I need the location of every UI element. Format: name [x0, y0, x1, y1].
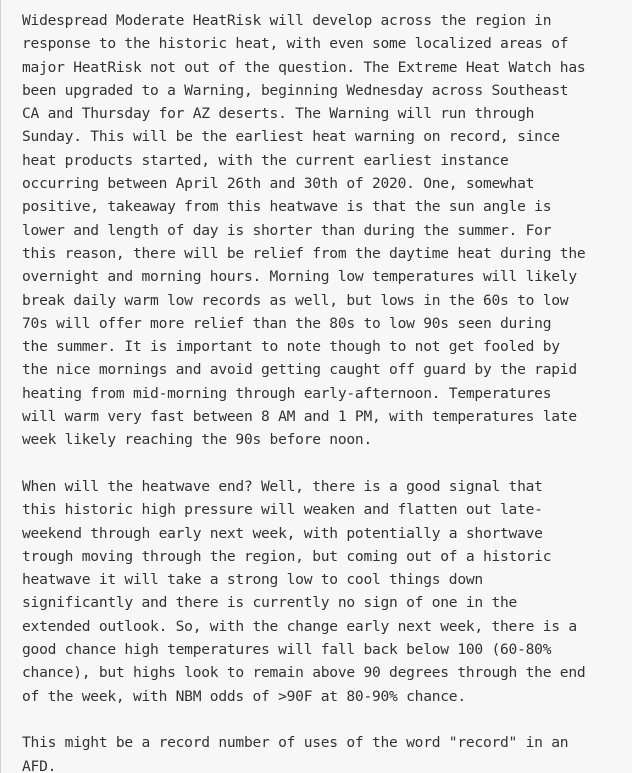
afd-text-line: this historic high pressure will weaken and flatten out late- [22, 501, 543, 519]
afd-text-line: When will the heatwave end? Well, there is a good signal that [22, 477, 543, 495]
afd-text-line: weekend through early next week, with potentially a shortwave [22, 524, 543, 542]
afd-text-line: heatwave it will take a strong low to cool things down [22, 571, 483, 589]
afd-text-line: break daily warm low records as well, but lows in the 60s to low [22, 291, 569, 309]
paragraph-gap [22, 452, 632, 475]
afd-text-line: Widespread Moderate HeatRisk will develop across the region in [22, 12, 552, 29]
afd-text-line: been upgraded to a Warning, beginning Wednesday across Southeast [22, 81, 569, 99]
afd-text-line: positive, takeaway from this heatwave is that the sun angle is [22, 198, 552, 216]
afd-text-line: the nice mornings and avoid getting caught off guard by the rapid [22, 361, 577, 379]
afd-text-line: heating from mid-morning through early-afternoon. Temperatures [22, 384, 552, 402]
afd-text-line: lower and length of day is shorter than during the summer. For [22, 221, 552, 239]
afd-text-line: CA and Thursday for AZ deserts. The Warning will run through [22, 105, 535, 123]
afd-text-line: of the week, with NBM odds of >90F at 80-90% chance. [22, 687, 466, 705]
afd-text-line: major HeatRisk not out of the question. The Extreme Heat Watch has [22, 58, 586, 76]
afd-text-line: Sunday. This will be the earliest heat warning on record, since [22, 128, 560, 146]
afd-text-line: AFD. [22, 757, 57, 773]
afd-text-line: occurring between April 26th and 30th of 2020. One, somewhat [22, 175, 535, 193]
afd-text-line: heat products started, with the current earliest instance [22, 151, 509, 169]
afd-text-line: trough moving through the region, but coming out of a historic [22, 547, 552, 565]
afd-text-line: chance), but highs look to remain above 90 degrees through the end [22, 664, 586, 682]
afd-text-line: will warm very fast between 8 AM and 1 PM, with temperatures late [22, 408, 577, 426]
afd-text-line: the summer. It is important to note though to not get fooled by [22, 338, 560, 356]
afd-text-line: extended outlook. So, with the change early next week, there is a [22, 617, 577, 635]
afd-text-line: this reason, there will be relief from the daytime heat during the [22, 244, 586, 262]
afd-text-line: significantly and there is currently no sign of one in the [22, 594, 518, 612]
afd-text-line: 70s will offer more relief than the 80s to low 90s seen during [22, 314, 552, 332]
afd-text-line: week likely reaching the 90s before noon. [22, 431, 372, 449]
afd-discussion-text [22, 9, 632, 773]
afd-text-line: response to the historic heat, with even some localized areas of [22, 35, 569, 53]
afd-text-line: This might be a record number of uses of the word "record" in an [22, 734, 569, 752]
paragraph-gap [22, 708, 632, 731]
afd-text-line: good chance high temperatures will fall back below 100 (60-80% [22, 641, 552, 659]
afd-text-line: overnight and morning hours. Morning low temperatures will likely [22, 268, 577, 286]
